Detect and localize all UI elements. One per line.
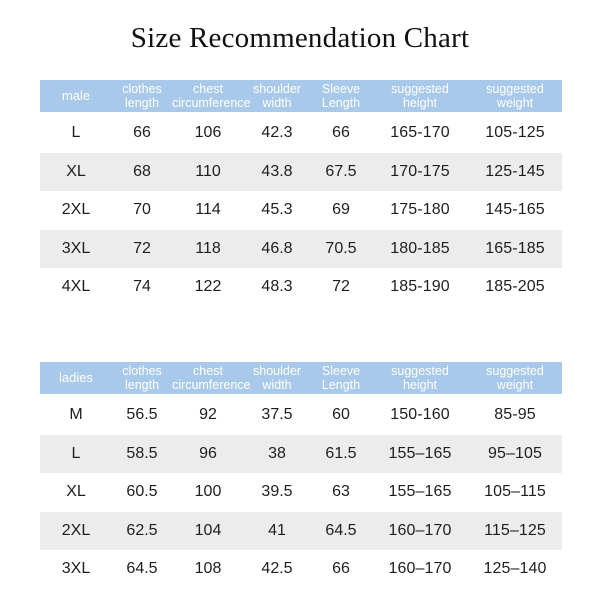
cell-suggested-weight: 185-205 (485, 278, 545, 296)
table-row (40, 512, 562, 551)
header-cell-gender: male (61, 88, 91, 103)
cell-chest-circumference: 114 (195, 201, 221, 219)
table-row (40, 396, 562, 435)
cell-clothes-length: 58.5 (126, 444, 158, 462)
cell-shoulder-width: 42.5 (261, 560, 293, 578)
cell-clothes-length: 62.5 (126, 521, 158, 539)
header-cell-clothes-length: clothes length (122, 364, 162, 392)
header-cell-suggested-weight: suggested weight (486, 82, 544, 110)
cell-suggested-weight: 95–105 (488, 444, 542, 462)
table-row (40, 114, 562, 153)
cell-clothes-length: 66 (133, 124, 151, 142)
header-cell-sleeve-length: Sleeve Length (321, 82, 361, 110)
cell-suggested-weight: 125-145 (485, 162, 545, 180)
cell-suggested-weight: 85-95 (494, 406, 536, 424)
cell-clothes-length: 60.5 (126, 483, 158, 501)
cell-sleeve-length: 61.5 (325, 444, 357, 462)
cell-suggested-weight: 115–125 (484, 521, 546, 539)
cell-chest-circumference: 92 (199, 406, 217, 424)
table-row (40, 550, 562, 589)
ladies-size-table (40, 362, 562, 589)
cell-suggested-height: 160–170 (388, 521, 452, 539)
cell-suggested-height: 160–170 (388, 560, 452, 578)
cell-size: XL (66, 483, 86, 501)
cell-shoulder-width: 42.3 (261, 124, 293, 142)
cell-clothes-length: 70 (133, 201, 151, 219)
cell-size: 2XL (61, 201, 91, 219)
cell-chest-circumference: 96 (199, 444, 217, 462)
cell-shoulder-width: 39.5 (261, 483, 293, 501)
cell-sleeve-length: 66 (332, 560, 350, 578)
cell-clothes-length: 72 (133, 239, 151, 257)
cell-size: 4XL (61, 278, 91, 296)
cell-suggested-height: 185-190 (390, 278, 450, 296)
cell-suggested-height: 180-185 (390, 239, 450, 257)
cell-suggested-height: 155–165 (388, 483, 452, 501)
cell-size: 3XL (61, 560, 91, 578)
cell-shoulder-width: 38 (268, 444, 286, 462)
table-row (40, 268, 562, 307)
male-size-table (40, 80, 562, 307)
table-row (40, 230, 562, 269)
header-cell-shoulder-width: shoulder width (253, 82, 301, 110)
cell-shoulder-width: 43.8 (261, 162, 293, 180)
page-title: Size Recommendation Chart (130, 22, 470, 54)
cell-size: M (69, 406, 83, 424)
header-cell-suggested-weight: suggested weight (486, 364, 544, 392)
header-cell-gender: ladies (59, 370, 93, 385)
cell-clothes-length: 74 (133, 278, 151, 296)
header-cell-sleeve-length: Sleeve Length (321, 364, 361, 392)
cell-sleeve-length: 70.5 (325, 239, 357, 257)
cell-chest-circumference: 108 (194, 560, 222, 578)
table-row (40, 473, 562, 512)
cell-suggested-weight: 105–115 (484, 483, 546, 501)
cell-size: L (71, 444, 81, 462)
cell-suggested-height: 150-160 (390, 406, 450, 424)
cell-clothes-length: 64.5 (126, 560, 158, 578)
cell-shoulder-width: 37.5 (261, 406, 293, 424)
cell-chest-circumference: 122 (194, 278, 222, 296)
cell-suggested-height: 170-175 (390, 162, 450, 180)
table-header-row (40, 362, 562, 394)
cell-suggested-weight: 145-165 (485, 201, 545, 219)
cell-shoulder-width: 48.3 (261, 278, 293, 296)
cell-suggested-weight: 165-185 (485, 239, 545, 257)
table-header-row (40, 80, 562, 112)
cell-sleeve-length: 60 (332, 406, 350, 424)
table-row (40, 435, 562, 474)
cell-chest-circumference: 100 (194, 483, 222, 501)
cell-sleeve-length: 69 (332, 201, 350, 219)
cell-clothes-length: 56.5 (126, 406, 158, 424)
cell-suggested-weight: 125–140 (483, 560, 547, 578)
cell-clothes-length: 68 (133, 162, 151, 180)
cell-size: 2XL (61, 521, 91, 539)
cell-size: XL (66, 162, 86, 180)
cell-sleeve-length: 66 (332, 124, 350, 142)
cell-sleeve-length: 63 (332, 483, 350, 501)
header-cell-clothes-length: clothes length (122, 82, 162, 110)
header-cell-chest-circumference: chest circumference (172, 364, 251, 392)
table-row (40, 153, 562, 192)
cell-suggested-height: 175-180 (390, 201, 450, 219)
cell-chest-circumference: 106 (194, 124, 222, 142)
cell-suggested-height: 155–165 (388, 444, 452, 462)
cell-shoulder-width: 41 (268, 521, 286, 539)
cell-sleeve-length: 64.5 (325, 521, 357, 539)
cell-chest-circumference: 118 (195, 239, 221, 257)
header-cell-suggested-height: suggested height (391, 364, 449, 392)
header-cell-shoulder-width: shoulder width (253, 364, 301, 392)
cell-chest-circumference: 110 (195, 162, 221, 180)
cell-chest-circumference: 104 (194, 521, 222, 539)
cell-sleeve-length: 72 (332, 278, 350, 296)
cell-shoulder-width: 45.3 (261, 201, 293, 219)
cell-sleeve-length: 67.5 (325, 162, 357, 180)
cell-suggested-height: 165-170 (390, 124, 450, 142)
cell-size: 3XL (61, 239, 91, 257)
header-cell-suggested-height: suggested height (391, 82, 449, 110)
header-cell-chest-circumference: chest circumference (172, 82, 251, 110)
cell-suggested-weight: 105-125 (485, 124, 545, 142)
cell-shoulder-width: 46.8 (261, 239, 293, 257)
cell-size: L (71, 124, 81, 142)
table-row (40, 191, 562, 230)
